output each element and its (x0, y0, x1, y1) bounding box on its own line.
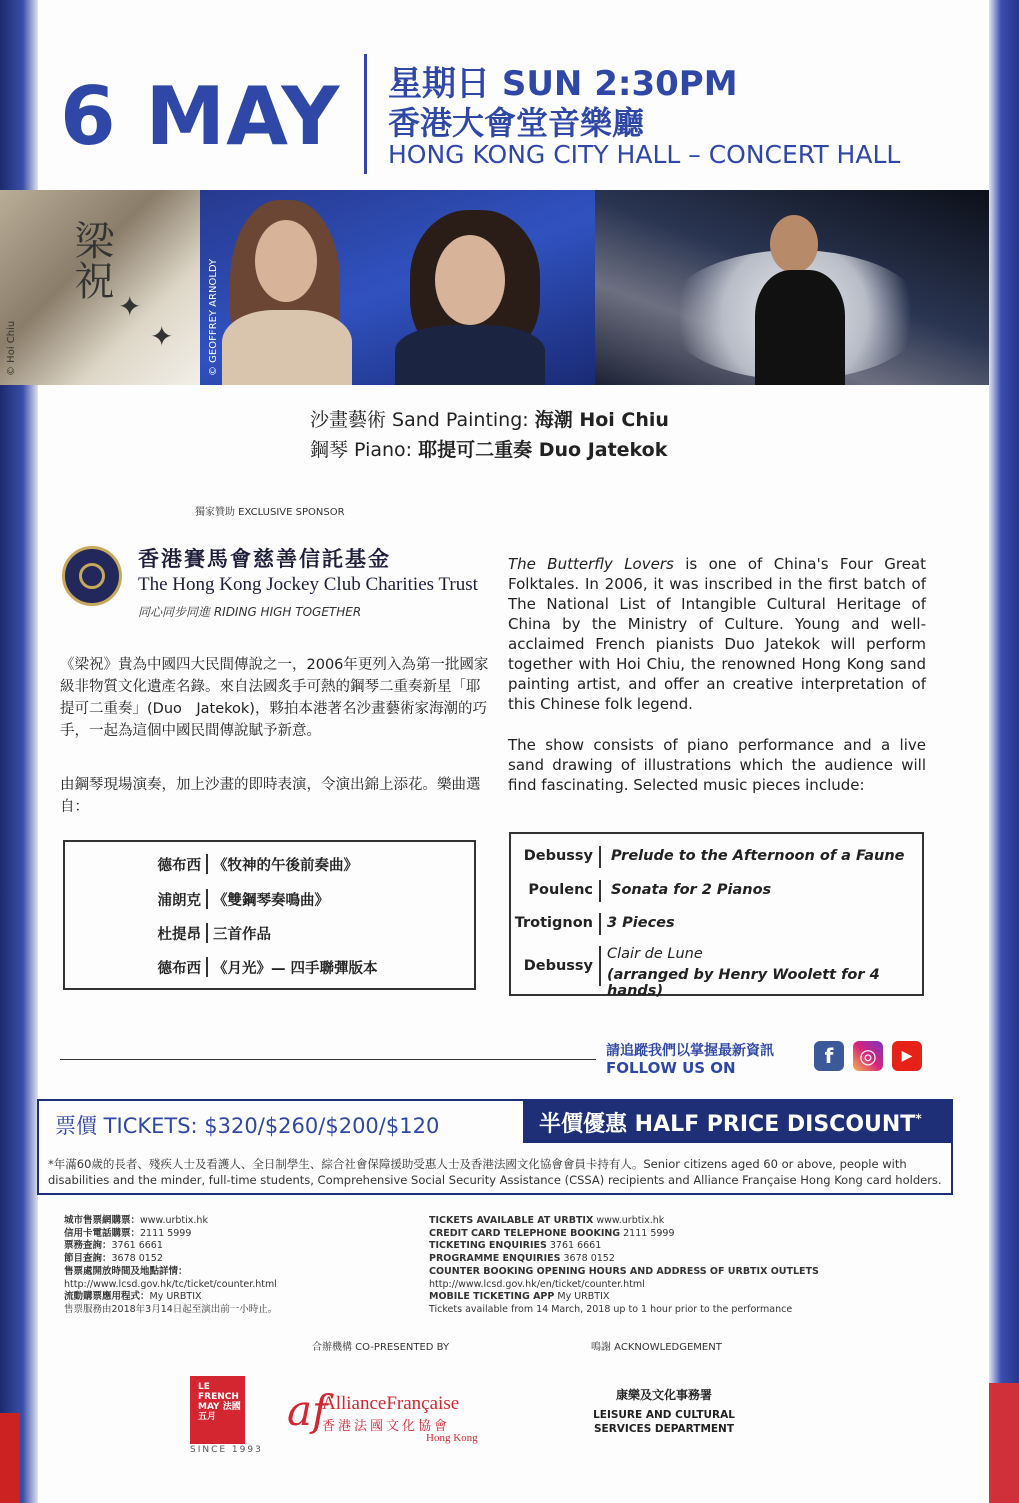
info-line: CREDIT CARD TELEPHONE BOOKING 2111 5999 (429, 1227, 675, 1239)
artist-body (755, 270, 845, 385)
pianist-face (435, 235, 505, 325)
row-divider (206, 923, 208, 943)
composer-name: Poulenc (528, 882, 593, 898)
composer-name: Debussy (523, 848, 593, 864)
youtube-icon[interactable]: ▶ (892, 1041, 922, 1071)
exclusive-sponsor-label: 獨家贊助 EXCLUSIVE SPONSOR (195, 507, 345, 518)
info-line: PROGRAMME ENQUIRIES 3678 0152 (429, 1253, 615, 1265)
le-french-may-logo: LE FRENCH MAY 法國五月 (190, 1376, 245, 1444)
info-line: 售票服務由2018年3月14日起至演出前一小時止。 (64, 1303, 278, 1315)
lcsd-name-en: LEISURE AND CULTURAL SERVICES DEPARTMENT (593, 1409, 735, 1435)
description-zh-1: 《梁祝》貴為中國四大民間傳說之一，2006年更列入為第一批國家級非物質文化遺產名錄。來自法國炙手可熱的鋼琴二重奏新星「耶提可二重奏」(Duo Jatekok)，夥拍本港著名沙畫藝術家海潮的巧手，一起為這個中國民間傳說賦予新意。 (60, 657, 489, 739)
event-day-time: 星期日 SUN 2:30PM (388, 64, 738, 104)
sponsor-name-zh: 香港賽馬會慈善信託基金 (138, 546, 391, 571)
sand-painting-credit: 沙畫藝術 Sand Painting: 海潮 Hoi Chiu (310, 409, 669, 431)
row-divider (599, 880, 601, 902)
row-divider (206, 957, 208, 977)
facebook-icon[interactable]: f (814, 1041, 844, 1071)
composer-name: 德布西 (157, 961, 201, 977)
butterfly-icon: ✦ (118, 290, 142, 323)
calligraphy-title: 梁祝 (68, 220, 114, 300)
sponsor-tagline: 同心同步同進 RIDING HIGH TOGETHER (138, 605, 362, 619)
header-divider (364, 54, 367, 174)
info-line: TICKETING ENQUIRIES 3761 6661 (429, 1240, 602, 1252)
co-presented-label: 合辦機構 CO-PRESENTED BY (312, 1342, 450, 1353)
row-divider (206, 854, 208, 874)
composer-name: 杜提昂 (157, 927, 201, 943)
discount-eligibility-note: *年滿60歲的長者、殘疾人士及看護人、全日制學生、綜合社會保障援助受惠人士及香港法國文化協會會員卡持有人。Senior citizens aged 60 or above, people with disabilities and the minder, full-time students, Comprehensive Social Security Assistance (CSSA) recipients and Alliance Française Hong Kong card holders. (48, 1157, 942, 1187)
right-edge-decoration (989, 0, 1019, 1503)
piece-title: Sonata for 2 Pianos (611, 882, 772, 898)
piece-title: 《雙鋼琴奏鳴曲》 (213, 893, 329, 909)
description-en-2: The show consists of piano performance and a live sand drawing of illustrations which the audience will find fascinating. Selected music pieces include: (508, 736, 926, 794)
follow-divider (60, 1059, 596, 1060)
alliance-francaise-name-zh: 香港法國文化協會 (322, 1419, 451, 1434)
program-table-zh (63, 840, 476, 990)
jockey-club-logo (62, 546, 122, 606)
program-table-en (509, 832, 924, 999)
sand-painter-photo (595, 190, 989, 385)
info-line: 票務查詢：3761 6661 (64, 1240, 163, 1252)
ticketing-info-zh (64, 1215, 404, 1317)
piano-credit: 鋼琴 Piano: 耶提可二重奏 Duo Jatekok (310, 439, 668, 461)
artist-face (770, 215, 818, 273)
half-price-discount-banner: 半價優惠 HALF PRICE DISCOUNT* (523, 1101, 951, 1143)
piece-title: 《牧神的午後前奏曲》 (213, 858, 358, 874)
row-divider (206, 889, 208, 909)
piece-arrangement: (arranged by Henry Woolett for 4 hands) (607, 967, 880, 999)
acknowledgement-label: 鳴謝 ACKNOWLEDGEMENT (591, 1342, 722, 1353)
piece-title: 《月光》— 四手聯彈版本 (213, 961, 378, 977)
composer-name: 浦朗克 (157, 893, 201, 909)
info-line: 城市售票網購票：www.urbtix.hk (64, 1215, 208, 1226)
piece-title: Clair de Lune (607, 946, 703, 962)
info-line: 售票處開放時間及地點詳情： (64, 1265, 188, 1277)
venue-zh: 香港大會堂音樂廳 (388, 104, 645, 142)
piece-title: Prelude to the Afternoon of a Faune (611, 848, 905, 864)
piece-title: 3 Pieces (607, 915, 675, 931)
description-zh-2: 由鋼琴現場演奏，加上沙畫的即時表演，令演出錦上添花。樂曲選自： (60, 777, 481, 815)
info-line: 流動購票應用程式：My URBTIX (64, 1291, 202, 1303)
ticket-prices: 票價 TICKETS: $320/$260/$200/$120 (55, 1114, 440, 1138)
photo-credit-hoi-chiu: © Hoi Chiu (6, 320, 17, 376)
lcsd-name-zh: 康樂及文化事務署 (615, 1388, 712, 1402)
follow-us-zh: 請追蹤我們以掌握最新資訊 (606, 1043, 774, 1059)
composer-name: Trotignon (514, 915, 593, 931)
sand-art-photo (0, 190, 200, 385)
info-line: MOBILE TICKETING APP My URBTIX (429, 1291, 610, 1303)
info-line: 信用卡電話購票：2111 5999 (64, 1227, 192, 1239)
photo-credit-arnoldy: © GEOFFREY ARNOLDY (208, 258, 219, 376)
info-line: Tickets available from 14 March, 2018 up to 1 hour prior to the performance (429, 1303, 793, 1315)
alliance-francaise-hk: Hong Kong (426, 1432, 478, 1444)
info-link[interactable]: http://www.lcsd.gov.hk/tc/ticket/counter.html (64, 1278, 277, 1290)
since-year: SINCE 1993 (190, 1445, 263, 1455)
row-divider (599, 946, 601, 986)
info-link[interactable]: http://www.lcsd.gov.hk/en/ticket/counter.html (429, 1278, 645, 1290)
row-divider (599, 913, 601, 935)
info-line: 節目查詢：3678 0152 (64, 1253, 163, 1265)
alliance-francaise-name: AllianceFrançaise (322, 1393, 460, 1414)
piece-title: 三首作品 (213, 927, 271, 943)
pianist-face (255, 220, 317, 302)
row-divider (599, 846, 601, 868)
photo-strip (0, 190, 989, 385)
composer-name: 德布西 (157, 858, 201, 874)
instagram-icon[interactable]: ◎ (853, 1041, 883, 1071)
sponsor-name-en: The Hong Kong Jockey Club Charities Trust (138, 574, 478, 595)
alliance-francaise-logo: af (287, 1386, 328, 1435)
event-date: 6 MAY (60, 70, 341, 163)
event-header (38, 38, 973, 188)
pianist-body (222, 310, 352, 385)
pianist-body (395, 325, 545, 385)
follow-us-en: FOLLOW US ON (606, 1059, 736, 1077)
venue-en: HONG KONG CITY HALL – CONCERT HALL (388, 140, 901, 169)
info-line: TICKETS AVAILABLE AT URBTIX www.urbtix.hk (429, 1215, 665, 1226)
butterfly-icon: ✦ (150, 320, 174, 353)
info-line: COUNTER BOOKING OPENING HOURS AND ADDRESS OF URBTIX OUTLETS (429, 1265, 819, 1277)
ticketing-info-en (429, 1215, 849, 1317)
description-en-1: The Butterfly Lovers is one of China's Four Great Folktales. In 2006, it was inscribed in the first batch of The National List of Intangible Cultural Heritage of China by the Ministry of Culture. Young and well-acclaimed French pianists Duo Jatekok will perform together with Hoi Chiu, the renowned Hong Kong sand painting artist, and offer an creative interpretation of this Chinese folk legend. (508, 555, 926, 713)
duo-jatekok-photo (200, 190, 595, 385)
composer-name: Debussy (523, 958, 593, 974)
